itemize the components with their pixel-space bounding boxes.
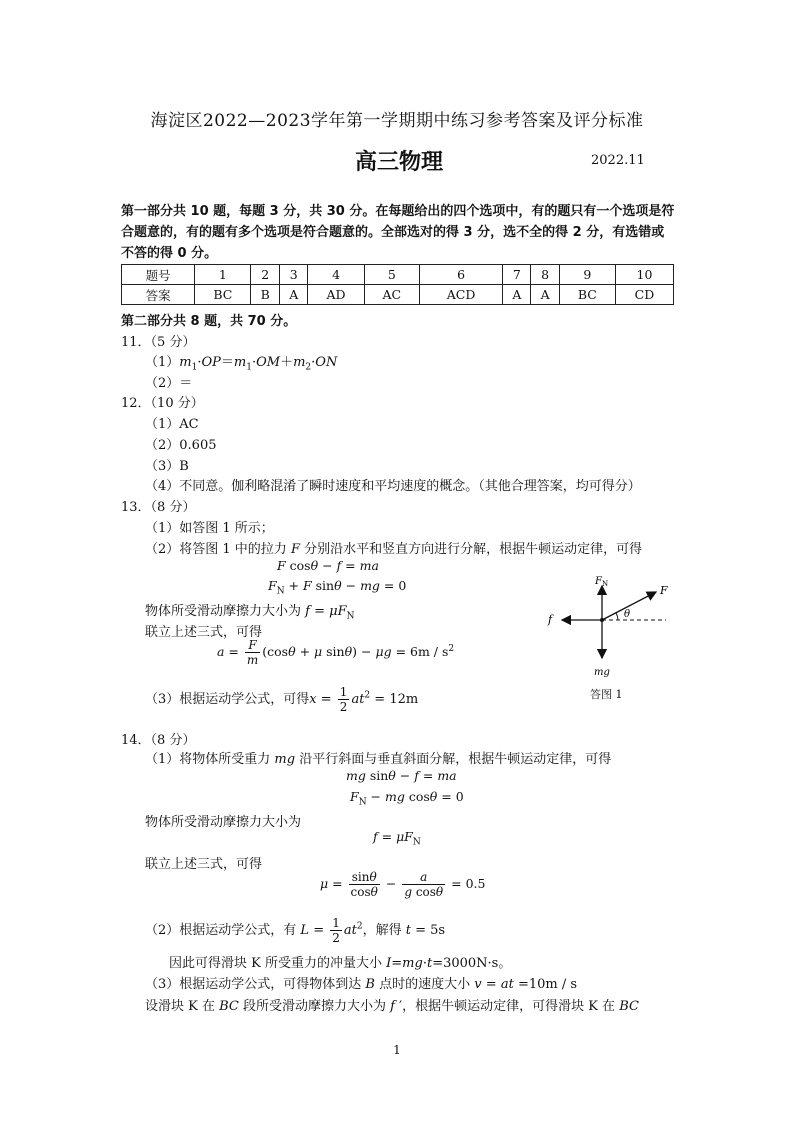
q14-impulse: 因此可得滑块 K 所受重力的冲量大小 I=mg·t=3000N·s。 [169,956,512,971]
question-number: 2 [251,265,280,285]
q14-heading: 14．（8 分） [121,733,196,748]
q14-answer-1: （1）将物体所受重力 mg 沿平行斜面与垂直斜面分解，根据牛顿运动定律，可得 [145,752,612,767]
q11-sub1-label: （1） [145,355,180,370]
mass-point [600,618,604,622]
q14-impulse-text: 因此可得滑块 K 所受重力的冲量大小 [169,956,382,971]
theta-label: θ [624,609,631,620]
q14-last-text-b: 段所受滑动摩擦力大小为 [243,999,387,1014]
answer-table [121,264,674,305]
answer-cell: AC [364,285,419,305]
question-number: 7 [503,265,531,285]
q14-last-line: 设滑块 K 在 BC 段所受滑动摩擦力大小为 f ′，根据牛顿运动定律，可得滑块 K 在 BC [145,999,639,1014]
q12-answer-4: （4）不同意。伽利略混淆了瞬时速度和平均速度的概念。（其他合理答案，均可得分） [145,479,641,494]
question-number: 6 [419,265,502,285]
answer-cell: ACD [419,285,502,305]
answer-table-answer-row [122,285,674,305]
q14-sub3-text-b: 点时的速度大小 [379,977,471,992]
subject-title: 高三物理 [355,150,444,175]
part1-intro: 第一部分共 10 题，每题 3 分，共 30 分。在每题给出的四个选项中，有的题只有一个选项是符合题意的，有的题有多个选项是符合题意的。全部选对的得 3 分，选不全的得 2 分，有选错或不答的得 0 分。 [121,204,675,261]
answer-cell: A [531,285,559,305]
q13-acceleration-result: a = $\frac{F}{m}$ (cosθ + μ $\sin\theta) - \mu g = 6m / s^2$ [217,638,455,667]
question-number: 9 [559,265,615,285]
document-title: 海淀区2022—2023学年第一学期期中练习参考答案及评分标准 [150,111,644,131]
gravity-label: mg [594,667,610,678]
q14-sub1-text-b: 沿平行斜面与垂直斜面分解，根据牛顿运动定律，可得 [299,752,612,767]
answer-cell: B [251,285,280,305]
q14-last-text-a: 设滑块 K 在 [145,999,215,1014]
q12-answer-2: （2）0.605 [145,438,217,453]
answer-table-number-row [122,265,674,285]
answer-cell: BC [559,285,615,305]
q14-impulse-value: =3000N·s。 [432,956,512,971]
q14-last-text-c: ，根据牛顿运动定律，可得滑块 K 在 [402,999,616,1014]
q13-sub3-value: = 12m [374,692,419,707]
question-number: 10 [615,265,673,285]
q14-answer-3: （3）根据运动学公式，可得物体到达 B 点时的速度大小 v = at =10m / s [145,977,578,992]
page-number: 1 [393,1043,401,1057]
q12-answer-1: （1）AC [145,417,199,432]
question-number: 8 [531,265,559,285]
q13-sub3-text: （3）根据运动学公式，可得 [145,692,310,707]
q14-mu-result: μ = $\frac{\sin\theta}{\cos\theta}$ − $\frac{a}{\text{g cosθ}}$ = 0.5 [320,870,486,899]
answer-cell: BC [195,285,251,305]
figure-caption: 答图 1 [590,688,623,701]
answer-cell: CD [615,285,673,305]
q11-heading: 11．（5 分） [121,335,196,350]
question-number: 5 [364,265,419,285]
q13-equation-2: $F_N + F$ sinθ − mg = 0 [268,578,407,597]
q13-answer-3: （3）根据运动学公式，可得x = $\frac{1}{2}$ $at^2 = 12m$ [145,685,419,714]
q14-sub2-text: （2）根据运动学公式，有 [145,923,297,938]
q14-sub2-suffix: ，解得 [362,923,402,938]
q14-sub3-value: =10m / s [517,977,578,992]
q13-equation-1: F cosθ − f = ma [277,558,379,573]
q14-combine: 联立上述三式，可得 [145,857,263,872]
question-number: 4 [308,265,364,285]
q14-sub3-text: （3）根据运动学公式，可得物体到达 [145,977,362,992]
row-label-answer: 答案 [122,285,195,305]
q14-equation-1: mg sinθ − f = ma [346,768,457,783]
force-diagram [538,570,678,690]
part2-intro: 第二部分共 8 题，共 70 分。 [121,314,297,329]
q13-sub2-text-b: 分别沿水平和竖直方向进行分解，根据牛顿运动定律，可得 [304,542,643,557]
q13-friction-text: 物体所受滑动摩擦力大小为 [145,604,302,619]
q14-answer-2: （2）根据运动学公式，有 L = $\frac{1}{2}$ $at^2$，解得 t = 5s [145,916,446,945]
answer-cell: A [503,285,531,305]
q13-sub2-text-a: （2）将答图 1 中的拉力 [145,542,287,557]
answer-cell: A [280,285,308,305]
q14-t-value: = 5s [415,923,446,938]
q14-mu-value: = 0.5 [451,876,486,891]
exam-date: 2022.11 [591,153,645,168]
pull-force-label: F [660,584,668,597]
q13-answer-2: （2）将答图 1 中的拉力 F 分别沿水平和竖直方向进行分解，根据牛顿运动定律，可得 [145,542,643,557]
friction-label: f [548,613,553,626]
q13-heading: 13．（8 分） [121,500,196,515]
q13-combine: 联立上述三式，可得 [145,625,263,640]
q14-equation-2: $F_N$ − mg cosθ = 0 [350,789,464,808]
q13-answer-1: （1）如答图 1 所示； [145,521,274,536]
q13-acceleration-value: = 6m / s [395,644,449,659]
answer-cell: AD [308,285,364,305]
question-number: 1 [195,265,251,285]
q14-sub1-text-a: （1）将物体所受重力 [145,752,271,767]
q13-friction-line: 物体所受滑动摩擦力大小为 $f = \mu F_N$ [145,604,355,622]
angle-arc [616,613,618,620]
row-label-question: 题号 [122,265,195,285]
q11-answer-1: $(1)m_1\cdot OP=m_1\cdot OM+m_2\cdot ON$ [145,355,338,373]
q14-friction-text: 物体所受滑动摩擦力大小为 [145,815,302,830]
q11-answer-2: （2）＝ [145,376,193,391]
question-number: 3 [280,265,308,285]
q12-answer-3: （3）B [145,459,189,474]
normal-force-label: $F_N$ [595,576,609,588]
q12-heading: 12．（10 分） [121,396,204,411]
q14-friction-equation: $f = \mu F_N$ [373,829,421,848]
